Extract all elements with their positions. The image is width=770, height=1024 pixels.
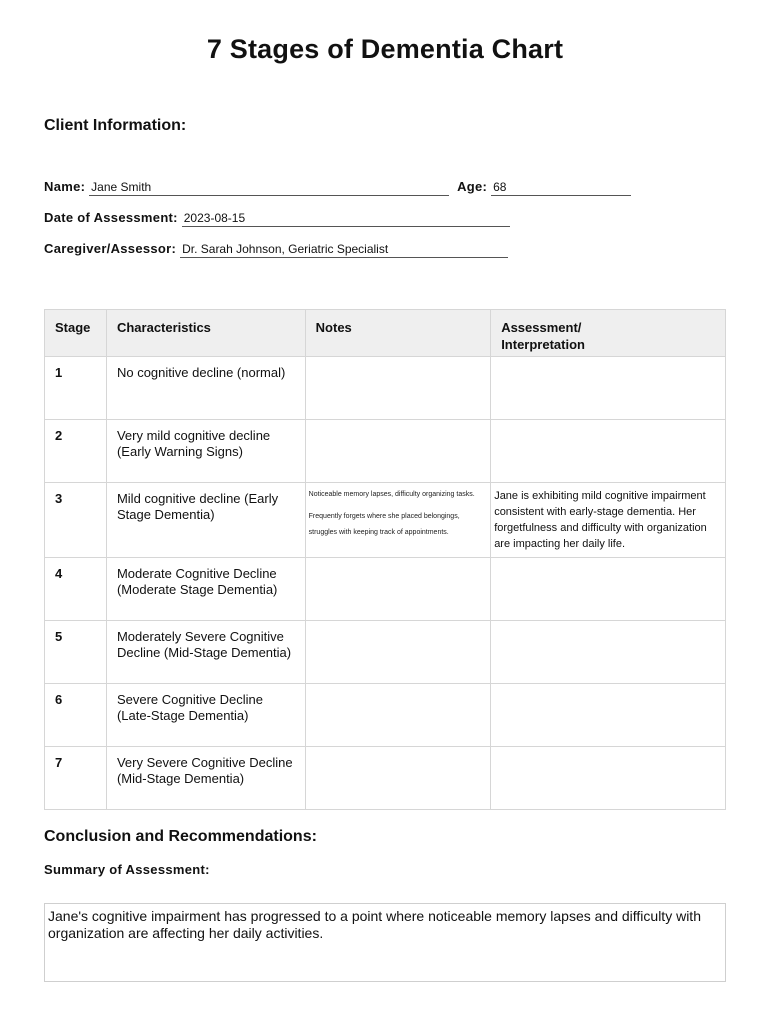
assessor-field[interactable]: Dr. Sarah Johnson, Geriatric Specialist [180, 242, 508, 258]
assessment-cell[interactable] [491, 357, 726, 420]
header-stage: Stage [45, 310, 107, 357]
summary-label: Summary of Assessment: [44, 862, 210, 877]
summary-textarea[interactable]: Jane's cognitive impairment has progressed to a point where noticeable memory lapses and difficulty with organization are affecting her daily activities. [44, 903, 726, 982]
assessment-cell[interactable] [491, 621, 726, 684]
stage-number: 4 [45, 558, 107, 621]
notes-cell[interactable] [305, 684, 491, 747]
stage-number: 2 [45, 420, 107, 483]
assessor-label: Caregiver/Assessor: [44, 241, 177, 256]
stage-characteristics: Moderately Severe Cognitive Decline (Mid-Stage Dementia) [106, 621, 305, 684]
page-title: 7 Stages of Dementia Chart [206, 34, 564, 64]
notes-cell[interactable] [305, 747, 491, 810]
date-field[interactable]: 2023-08-15 [182, 211, 510, 227]
header-characteristics: Characteristics [106, 310, 305, 357]
stage-characteristics: Very Severe Cognitive Decline (Mid-Stage Dementia) [106, 747, 305, 810]
stage-number: 6 [45, 684, 107, 747]
client-information-heading: Client Information: [44, 117, 187, 134]
assessor-row [44, 241, 508, 258]
notes-line: Frequently forgets where she placed belongings, struggles with keeping track of appointments. [308, 513, 460, 536]
stage-number: 1 [45, 357, 107, 420]
date-label: Date of Assessment: [44, 210, 178, 225]
name-field[interactable]: Jane Smith [89, 180, 449, 196]
stage-characteristics: No cognitive decline (normal) [106, 357, 305, 420]
assessment-cell[interactable] [491, 558, 726, 621]
table-row [45, 483, 726, 558]
notes-cell[interactable] [305, 483, 491, 558]
stages-table [44, 309, 726, 810]
table-row [45, 684, 726, 747]
header-assessment: Assessment/ Interpretation [491, 310, 726, 357]
table-row [45, 357, 726, 420]
age-label: Age: [457, 179, 488, 194]
stage-characteristics: Moderate Cognitive Decline (Moderate Stage Dementia) [106, 558, 305, 621]
table-row [45, 420, 726, 483]
name-age-row [44, 179, 631, 196]
date-row [44, 210, 510, 227]
table-row [45, 558, 726, 621]
notes-cell[interactable] [305, 420, 491, 483]
notes-cell[interactable] [305, 357, 491, 420]
assessment-cell[interactable] [491, 684, 726, 747]
age-field[interactable]: 68 [491, 180, 631, 196]
stage-number: 3 [45, 483, 107, 558]
stage-number: 7 [45, 747, 107, 810]
stage-characteristics: Mild cognitive decline (Early Stage Dementia) [106, 483, 305, 558]
stage-characteristics: Severe Cognitive Decline (Late-Stage Dementia) [106, 684, 305, 747]
table-header-row [45, 310, 726, 357]
name-label: Name: [44, 179, 86, 194]
assessment-cell[interactable] [491, 747, 726, 810]
assessment-cell[interactable]: Jane is exhibiting mild cognitive impairment consistent with early-stage dementia. Her forgetfulness and difficulty with organization are impacting her daily life. [491, 483, 726, 558]
conclusion-heading: Conclusion and Recommendations: [44, 828, 317, 845]
table-row [45, 747, 726, 810]
notes-cell[interactable] [305, 558, 491, 621]
notes-cell[interactable] [305, 621, 491, 684]
stage-number: 5 [45, 621, 107, 684]
stage-characteristics: Very mild cognitive decline (Early Warning Signs) [106, 420, 305, 483]
assessment-cell[interactable] [491, 420, 726, 483]
notes-line: Noticeable memory lapses, difficulty organizing tasks. [308, 491, 475, 498]
header-notes: Notes [305, 310, 491, 357]
table-row [45, 621, 726, 684]
